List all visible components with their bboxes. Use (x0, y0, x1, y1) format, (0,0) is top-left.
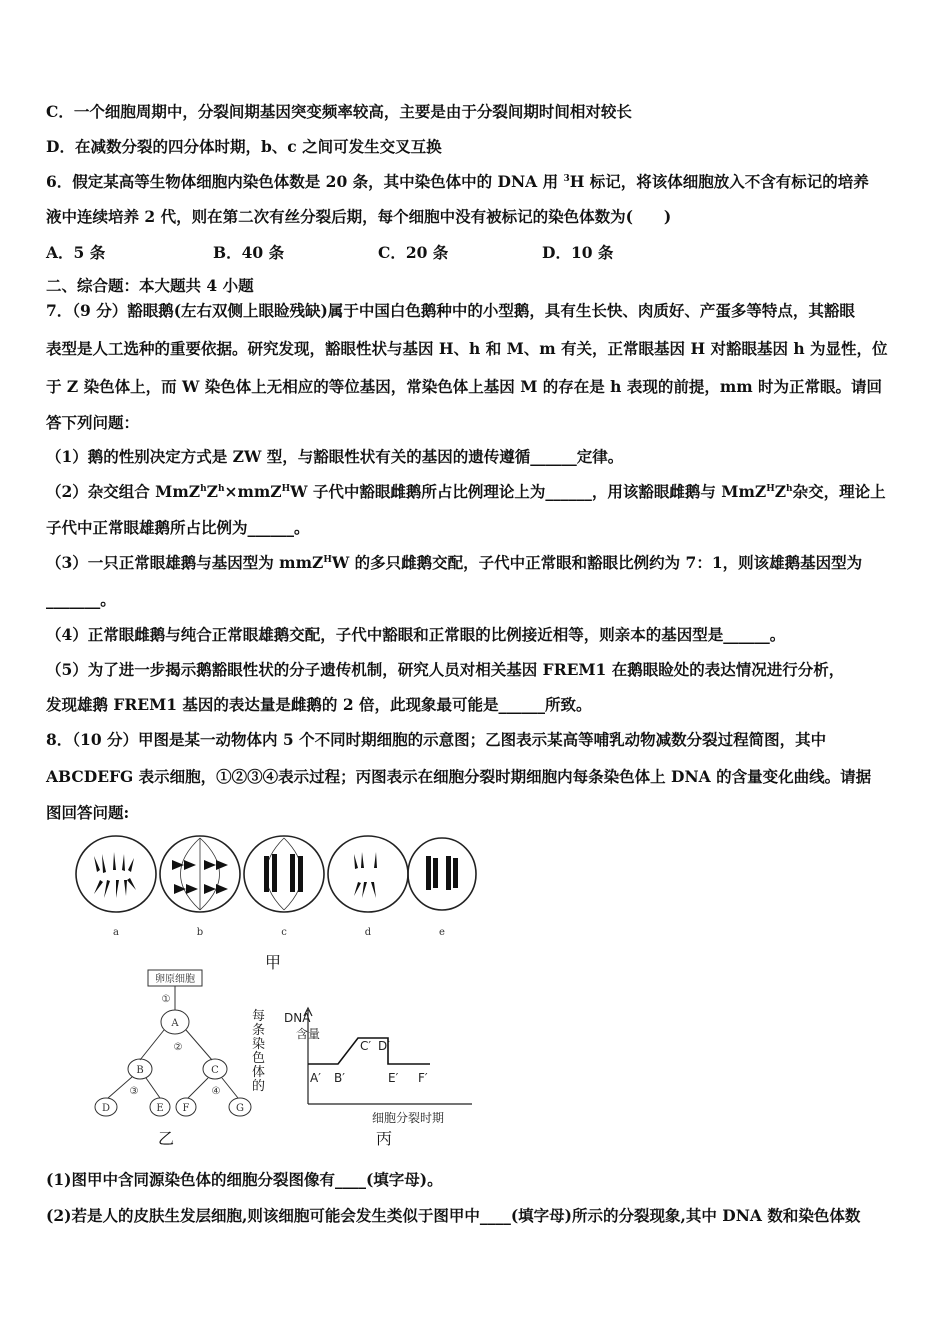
question-7-part2: （2）杂交组合 $MmZ^hZ^h\times mmZ^HW$ 子代中豁眼雌鹅所占比例理论上为______，用该豁眼雌鹅与 $MmZ^HZ^h$杂交，理论上 (46, 482, 886, 501)
question-7-line2: 表型是人工选种的重要依据。研究发现，豁眼性状与基因 H、h 和 M、m 有关，正常眼基因 H 对豁眼基因 h 为显性，位 (46, 339, 888, 358)
option-a: A．5 条 (46, 243, 106, 262)
option-b: B．40 条 (213, 243, 285, 262)
question-8-part1: (1)图甲中含同源染色体的细胞分裂图像有____(填字母)。 (46, 1170, 443, 1189)
cell-a (76, 836, 156, 912)
oogonium-label: 卵原细胞 (155, 974, 195, 985)
option-d-text: D．在减数分裂的四分体时期，b、c 之间可发生交叉互换 (46, 137, 442, 156)
question-7-line3: 于 Z 染色体上，而 W 染色体上无相应的等位基因，常染色体上基因 M 的存在是 h 表现的前提，mm 时为正常眼。请回 (46, 377, 883, 396)
svg-text:B′: B′ (334, 1071, 345, 1085)
cell-c (244, 836, 324, 912)
question-7-line4: 答下列问题： (46, 413, 140, 432)
cell-b-spindle (181, 838, 220, 910)
cell-label-b: b (196, 927, 204, 938)
figure-yi-tree (88, 966, 268, 1122)
question-7-part5-cont: 发现雄鹅 FREM1 基因的表达量是雌鹅的 2 倍，此现象最可能是______所致。 (46, 695, 592, 714)
figure-bing-caption: 丙 (376, 1129, 393, 1148)
cell-label-e: e (439, 927, 445, 938)
svg-text:D: D (101, 1103, 111, 1114)
text-line (46, 137, 442, 157)
question-7-part2-cont: 子代中正常眼雄鹅所占比例为______。 (46, 518, 310, 537)
question-8-part2: (2)若是人的皮肤生发层细胞,则该细胞可能会发生类似于图甲中____(填字母)所示的分裂现象,其中 DNA 数和染色体数 (46, 1206, 861, 1225)
svg-text:B: B (136, 1065, 144, 1076)
step-3: ③ (129, 1086, 139, 1097)
question-6-line1: 6．假定某高等生物体细胞内染色体数是 20 条，其中染色体中的 DNA 用 $^3$H 标记，将该体细胞放入不含有标记的培养 (46, 172, 869, 191)
question-7-part1: （1）鹅的性别决定方式是 ZW 型，与豁眼性状有关的基因的遗传遵循______定律。 (46, 447, 624, 466)
cell-a-chromosomes (94, 852, 136, 898)
svg-text:A′: A′ (310, 1071, 321, 1085)
cell-d-chromosomes (354, 852, 377, 898)
cell-label-d: d (364, 927, 372, 938)
text-line (46, 102, 632, 122)
svg-text:C′: C′ (360, 1039, 372, 1053)
ylabel-dna: DNA (284, 1011, 311, 1025)
svg-text:A: A (171, 1018, 179, 1029)
section-heading: 二、综合题：本大题共 4 小题 (46, 276, 254, 295)
ylabel-content: 含量 (296, 1027, 321, 1041)
option-c: C．20 条 (378, 243, 449, 262)
step-1: ① (161, 994, 171, 1005)
xlabel: 细胞分裂时期 (372, 1111, 445, 1125)
step-2: ② (173, 1042, 183, 1053)
option-c-text: C．一个细胞周期中，分裂间期基因突变频率较高，主要是由于分裂间期时间相对较长 (46, 102, 632, 121)
question-7-part3-cont: _______。 (46, 590, 116, 609)
figure-bing-ylabel: 每条染色体的 (252, 1009, 266, 1094)
cell-d (328, 836, 408, 912)
question-7-line1: 7．（9 分）豁眼鹅(左右双侧上眼睑残缺)属于中国白色鹅种中的小型鹅，具有生长快、肉质好、产蛋多等特点，其豁眼 (46, 301, 855, 320)
figure-jia-caption: 甲 (265, 953, 282, 972)
svg-text:G: G (236, 1103, 244, 1114)
question-7-part4: （4）正常眼雌鹅与纯合正常眼雄鹅交配，子代中豁眼和正常眼的比例接近相等，则亲本的基因型是______。 (46, 625, 786, 644)
svg-text:D′: D′ (378, 1039, 390, 1053)
svg-text:F: F (182, 1103, 190, 1114)
cell-label-a: a (113, 927, 119, 938)
question-8-line2: ABCDEFG 表示细胞，①②③④表示过程；丙图表示在细胞分裂时期细胞内每条染色体上 DNA 的含量变化曲线。请据 (46, 767, 872, 786)
option-d: D．10 条 (542, 243, 614, 262)
figure-jia-cells (64, 832, 484, 942)
figure-bing-chart (284, 1000, 480, 1126)
step-4: ④ (211, 1086, 221, 1097)
question-6-line2: 液中连续培养 2 代，则在第二次有丝分裂后期，每个细胞中没有被标记的染色体数为( ) (46, 207, 672, 226)
question-8-line1: 8．（10 分）甲图是某一动物体内 5 个不同时期细胞的示意图；乙图表示某高等哺乳动物减数分裂过程简图，其中 (46, 730, 827, 749)
cell-e-chromosomes (426, 856, 458, 890)
question-8-line3: 图回答问题: (46, 803, 130, 822)
cell-e (408, 838, 476, 910)
svg-text:E: E (156, 1103, 164, 1114)
svg-text:C: C (211, 1065, 219, 1076)
cell-label-c: c (281, 927, 287, 938)
question-7-part3: （3）一只正常眼雄鹅与基因型为 mmZ$^H$W 的多只雌鹅交配，子代中正常眼和豁眼比例约为 7：1，则该雄鹅基因型为 (46, 553, 863, 572)
svg-text:E′: E′ (388, 1071, 399, 1085)
figure-yi-caption: 乙 (158, 1129, 175, 1148)
svg-text:F′: F′ (418, 1071, 428, 1085)
cell-c-chromosomes (264, 854, 303, 892)
question-7-part5: （5）为了进一步揭示鹅豁眼性状的分子遗传机制，研究人员对相关基因 FREM1 在鹅眼睑处的表达情况进行分析， (46, 660, 845, 679)
